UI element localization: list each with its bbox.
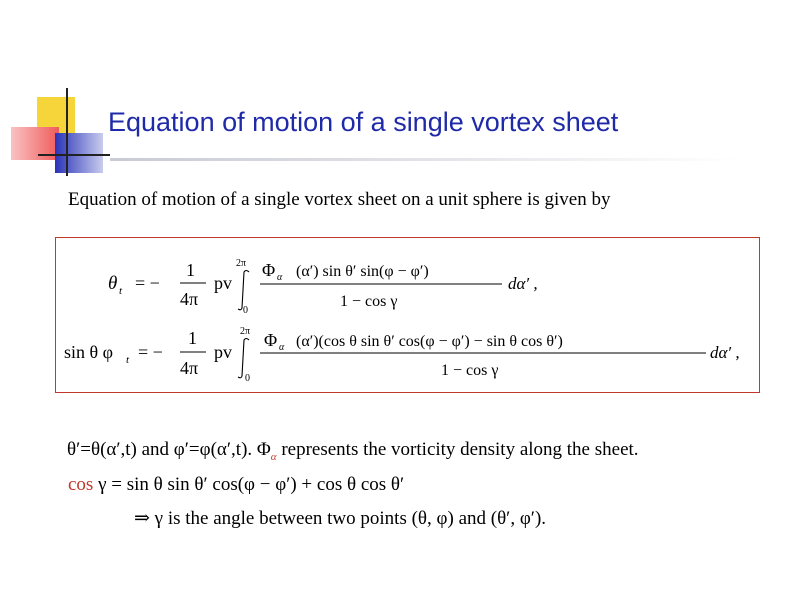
cos-gamma-line — [68, 474, 404, 496]
theta-phi-definitions: θ′=θ(α′,t) and φ′=φ(α′,t). Φ — [67, 439, 271, 460]
eq2-phi-sub: α — [279, 342, 285, 353]
eq1-lhs: θ — [108, 273, 118, 294]
eq1-phi-sub: α — [277, 272, 283, 283]
eq1-lhs-sub: t — [119, 285, 123, 297]
implies-arrow: ⇒ — [134, 508, 150, 529]
eq1-pv: pv — [214, 273, 232, 293]
vorticity-description: represents the vorticity density along the sheet. — [276, 439, 639, 460]
eq1-integrand-numerator: (α′) sin θ′ sin(φ − φ′) — [296, 263, 429, 280]
eq2-phi: Φ — [264, 330, 278, 350]
eq1-phi: Φ — [262, 260, 276, 280]
logo-horizontal-line — [38, 154, 110, 156]
eq2-integrand-numerator: (α′)(cos θ sin θ′ cos(φ − φ′) − sin θ cos θ′) — [296, 333, 563, 350]
title-underline — [110, 158, 740, 161]
equation-box — [55, 237, 760, 393]
phi-alpha-sub: α — [270, 450, 277, 463]
cos-word: cos — [68, 474, 94, 495]
eq2-upper-limit: 2π — [240, 326, 251, 337]
eq2-pv: pv — [214, 342, 232, 362]
eq2-lhs: sin θ φ — [64, 342, 114, 362]
gamma-explanation-line — [134, 507, 546, 530]
equation-1 — [108, 258, 538, 316]
eq1-upper-limit: 2π — [236, 258, 247, 269]
corner-logo — [0, 0, 110, 175]
intro-text: Equation of motion of a single vortex sheet on a unit sphere is given by — [68, 189, 611, 210]
slide-title: Equation of motion of a single vortex sheet — [108, 107, 619, 137]
eq2-lhs-sub: t — [126, 354, 130, 366]
eq2-frac-den: 4π — [180, 358, 199, 378]
definition-line — [67, 439, 639, 463]
eq1-integral-sign — [238, 271, 249, 310]
eq2-integral-sign — [238, 339, 249, 378]
eq1-equals-minus: = − — [135, 273, 160, 293]
eq1-dalpha: dα′ , — [508, 274, 538, 293]
eq2-integrand-denominator: 1 − cos γ — [441, 362, 499, 379]
eq1-integrand-denominator: 1 − cos γ — [340, 293, 398, 310]
gamma-explanation: γ is the angle between two points (θ, φ) and (θ′, φ′). — [149, 508, 547, 529]
eq1-frac-den: 4π — [180, 289, 199, 309]
eq2-lower-limit: 0 — [245, 373, 250, 384]
eq1-frac-num: 1 — [186, 260, 195, 280]
eq2-equals-minus: = − — [138, 342, 163, 362]
logo-vertical-line — [66, 88, 68, 176]
cos-gamma-formula: γ = sin θ sin θ′ cos(φ − φ′) + cos θ cos θ′ — [93, 474, 405, 495]
equation-2 — [64, 326, 740, 384]
logo-blue-square — [55, 133, 103, 173]
eq2-dalpha: dα′ , — [710, 343, 740, 362]
eq1-lower-limit: 0 — [243, 305, 248, 316]
equations-svg — [56, 238, 761, 394]
eq2-frac-num: 1 — [188, 328, 197, 348]
